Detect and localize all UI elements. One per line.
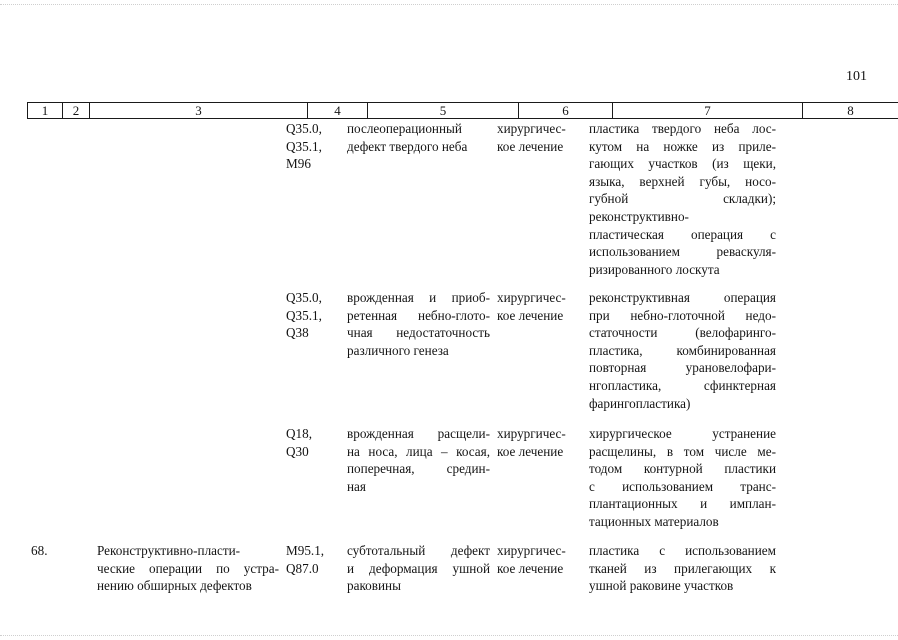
cell-codes-line: Q35.1, bbox=[286, 138, 322, 154]
cell-codes-line: Q30 bbox=[286, 443, 309, 459]
cell-codes-line: Q35.0, bbox=[286, 121, 322, 136]
cell-model-line: на носа, лица – косая, bbox=[347, 443, 490, 459]
cell-method-line: тационных материалов bbox=[589, 514, 719, 529]
cell-num-line: 68. bbox=[31, 543, 48, 558]
scan-edge-bottom bbox=[0, 635, 898, 636]
header-cell: 7 bbox=[613, 102, 803, 119]
cell-type-line: кое лечение bbox=[497, 560, 564, 576]
cell-type-line: хирургичес- bbox=[497, 290, 566, 305]
page-number: 101 bbox=[846, 69, 867, 84]
cell-codes-line: Q38 bbox=[286, 325, 309, 341]
cell-model-line: врожденная расщели- bbox=[347, 426, 490, 441]
cell-method-line: ризированного лоскута bbox=[589, 261, 720, 277]
cell-model-line: послеоперационный bbox=[347, 121, 462, 136]
header-cell: 1 bbox=[27, 102, 63, 119]
cell-model-line: врожденная и приоб- bbox=[347, 290, 490, 305]
cell-codes-line: Q18, bbox=[286, 426, 313, 441]
cell-name-line: Реконструктивно-пласти- bbox=[97, 543, 241, 558]
cell-model-line: ретенная небно-глото- bbox=[347, 307, 490, 323]
cell-name-line: нению обширных дефектов bbox=[97, 578, 252, 594]
cell-type-line: хирургичес- bbox=[497, 426, 566, 441]
cell-codes-line: Q87.0 bbox=[286, 560, 319, 576]
cell-method-line: пластика с использованием bbox=[589, 543, 776, 558]
cell-model-line: чная недостаточность bbox=[347, 325, 490, 341]
cell-method-line: нгопластика, сфинктерная bbox=[589, 378, 776, 393]
cell-codes-line: Q35.1, bbox=[286, 307, 322, 323]
cell-method-line: статочности (велофаринго- bbox=[589, 325, 776, 341]
cell-method-line: с использованием транс- bbox=[589, 478, 776, 494]
cell-method-line: гающих участков (из щеки, bbox=[589, 156, 776, 172]
scan-edge-top bbox=[0, 4, 898, 5]
cell-method-line: использованием реваскуля- bbox=[589, 244, 776, 260]
table-header bbox=[27, 102, 898, 119]
cell-codes-line: Q35.0, bbox=[286, 290, 322, 305]
cell-method-line: хирургическое устранение bbox=[589, 426, 776, 441]
cell-method-line: при небно-глоточной недо- bbox=[589, 307, 776, 323]
header-cell: 2 bbox=[63, 102, 90, 119]
cell-method-line: языка, верхней губы, носо- bbox=[589, 173, 776, 189]
cell-type-line: хирургичес- bbox=[497, 543, 566, 558]
cell-method-line: кутом на ножке из приле- bbox=[589, 138, 776, 154]
cell-method-line: пластика твердого неба лос- bbox=[589, 121, 776, 136]
cell-method-line: реконструктивно- bbox=[589, 209, 689, 224]
cell-method-line: плантационных и имплан- bbox=[589, 496, 776, 512]
cell-model-line: ная bbox=[347, 478, 366, 494]
cell-model-line: раковины bbox=[347, 578, 401, 594]
header-cell: 8 bbox=[803, 102, 898, 119]
cell-method-line: ушной раковине участков bbox=[589, 578, 734, 594]
cell-model-line: различного генеза bbox=[347, 342, 449, 358]
header-cell: 4 bbox=[308, 102, 368, 119]
header-cell: 6 bbox=[519, 102, 613, 119]
cell-name-line: ческие операции по устра- bbox=[97, 560, 279, 576]
cell-model-line: дефект твердого неба bbox=[347, 138, 468, 154]
cell-type-line: кое лечение bbox=[497, 138, 564, 154]
cell-codes-line: M95.1, bbox=[286, 543, 325, 558]
cell-type-line: хирургичес- bbox=[497, 121, 566, 136]
cell-model-line: субтотальный дефект bbox=[347, 543, 490, 558]
cell-type-line: кое лечение bbox=[497, 443, 564, 459]
cell-method-line: реконструктивная операция bbox=[589, 290, 776, 305]
cell-method-line: повторная урановелофари- bbox=[589, 360, 776, 376]
cell-method-line: тодом контурной пластики bbox=[589, 461, 776, 477]
cell-method-line: пластическая операция с bbox=[589, 226, 776, 242]
cell-method-line: фарингопластика) bbox=[589, 395, 691, 411]
cell-type-line: кое лечение bbox=[497, 307, 564, 323]
cell-model-line: и деформация ушной bbox=[347, 560, 490, 576]
cell-method-line: расщелины, в том числе ме- bbox=[589, 443, 776, 459]
cell-model-line: поперечная, средин- bbox=[347, 461, 490, 477]
cell-codes-line: M96 bbox=[286, 156, 311, 172]
header-cell: 3 bbox=[90, 102, 308, 119]
cell-method-line: пластика, комбинированная bbox=[589, 342, 776, 358]
header-cell: 5 bbox=[368, 102, 519, 119]
cell-method-line: губной складки); bbox=[589, 191, 776, 207]
cell-method-line: тканей из прилегающих к bbox=[589, 560, 776, 576]
